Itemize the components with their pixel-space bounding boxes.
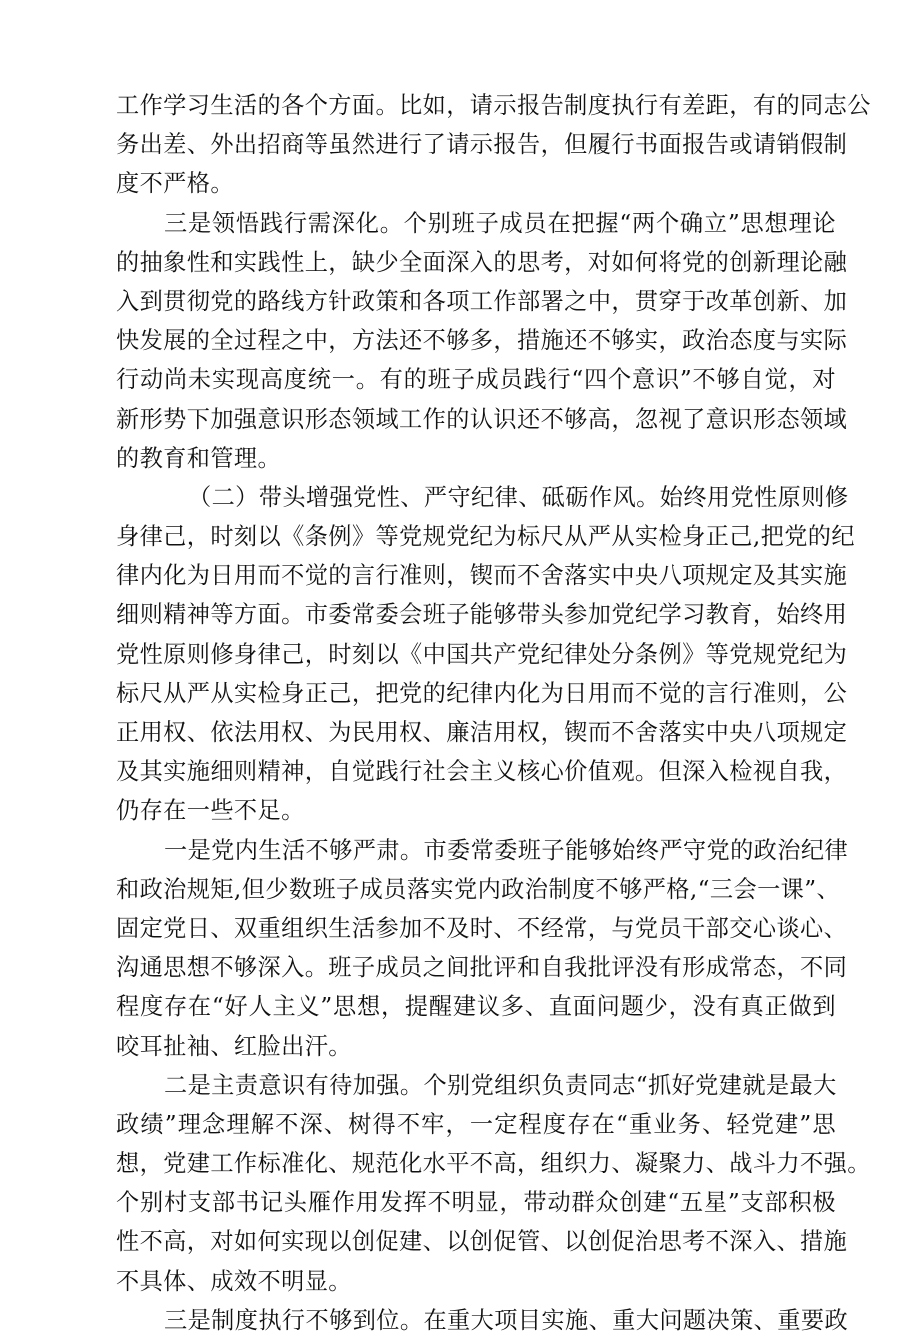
- text-line: 律内化为日用而不觉的言行准则，锲而不舍落实中央八项规定及其实施: [116, 562, 848, 590]
- text-line: 快发展的全过程之中，方法还不够多，措施还不够实，政治态度与实际: [116, 327, 848, 355]
- text-line: 三是制度执行不够到位。在重大项目实施、重大问题决策、重要政: [164, 1306, 849, 1334]
- text-line: 性不高，对如何实现以创促建、以创促管、以创促治思考不深入、措施: [116, 1228, 848, 1256]
- text-line: 咬耳扯袖、红脸出汗。: [116, 1032, 352, 1060]
- text-line: 党性原则修身律己，时刻以《中国共产党纪律处分条例》等党规党纪为: [116, 640, 848, 668]
- text-line: 三是领悟践行需深化。个别班子成员在把握“两个确立”思想理论: [164, 209, 836, 237]
- text-line: 二是主责意识有待加强。个别党组织负责同志“抓好党建就是最大: [164, 1071, 837, 1099]
- text-line: 身律己，时刻以《条例》等党规党纪为标尺从严从实检身正己,把党的纪: [116, 523, 855, 551]
- text-line: 的抽象性和实践性上，缺少全面深入的思考，对如何将党的创新理论融: [116, 248, 848, 276]
- text-line: 固定党日、双重组织生活参加不及时、不经常，与党员干部交心谈心、: [116, 914, 848, 942]
- text-line: （二）带头增强党性、严守纪律、砥砺作风。始终用党性原则修: [188, 483, 849, 511]
- text-line: 工作学习生活的各个方面。比如，请示报告制度执行有差距，有的同志公: [116, 92, 871, 119]
- document-body: [116, 86, 871, 1340]
- text-line: 仍存在一些不足。: [116, 797, 305, 825]
- text-line: 标尺从严从实检身正己，把党的纪律内化为日用而不觉的言行准则，公: [116, 679, 848, 707]
- text-line: 政绩”理念理解不深、树得不牢，一定程度存在“重业务、轻党建”思: [116, 1110, 836, 1138]
- text-line: 想，党建工作标准化、规范化水平不高，组织力、凝聚力、战斗力不强。: [116, 1150, 871, 1178]
- text-line: 行动尚未实现高度统一。有的班子成员践行“四个意识”不够自觉，对: [116, 366, 836, 394]
- text-line: 新形势下加强意识形态领域工作的认识还不够高，忽视了意识形态领域: [116, 405, 848, 433]
- text-line: 程度存在“好人主义”思想，提醒建议多、直面问题少，没有真正做到: [116, 993, 836, 1021]
- text-line: 度不严格。: [116, 170, 234, 198]
- text-line: 和政治规矩,但少数班子成员落实党内政治制度不够严格,“三会一课”、: [116, 875, 841, 903]
- text-line: 不具体、成效不明显。: [116, 1267, 352, 1295]
- text-line: 的教育和管理。: [116, 444, 282, 472]
- text-line: 沟通思想不够深入。班子成员之间批评和自我批评没有形成常态，不同: [116, 954, 848, 982]
- text-line: 一是党内生活不够严肃。市委常委班子能够始终严守党的政治纪律: [164, 836, 849, 864]
- text-line: 及其实施细则精神，自觉践行社会主义核心价值观。但深入检视自我，: [116, 758, 848, 786]
- text-line: 正用权、依法用权、为民用权、廉洁用权，锲而不舍落实中央八项规定: [116, 719, 848, 746]
- text-line: 入到贯彻党的路线方针政策和各项工作部署之中，贯穿于改革创新、加: [116, 287, 848, 315]
- text-line: 个别村支部书记头雁作用发挥不明显，带动群众创建“五星”支部积极: [116, 1189, 836, 1217]
- text-line: 务出差、外出招商等虽然进行了请示报告，但履行书面报告或请销假制: [116, 131, 848, 159]
- text-line: 细则精神等方面。市委常委会班子能够带头参加党纪学习教育，始终用: [116, 601, 848, 629]
